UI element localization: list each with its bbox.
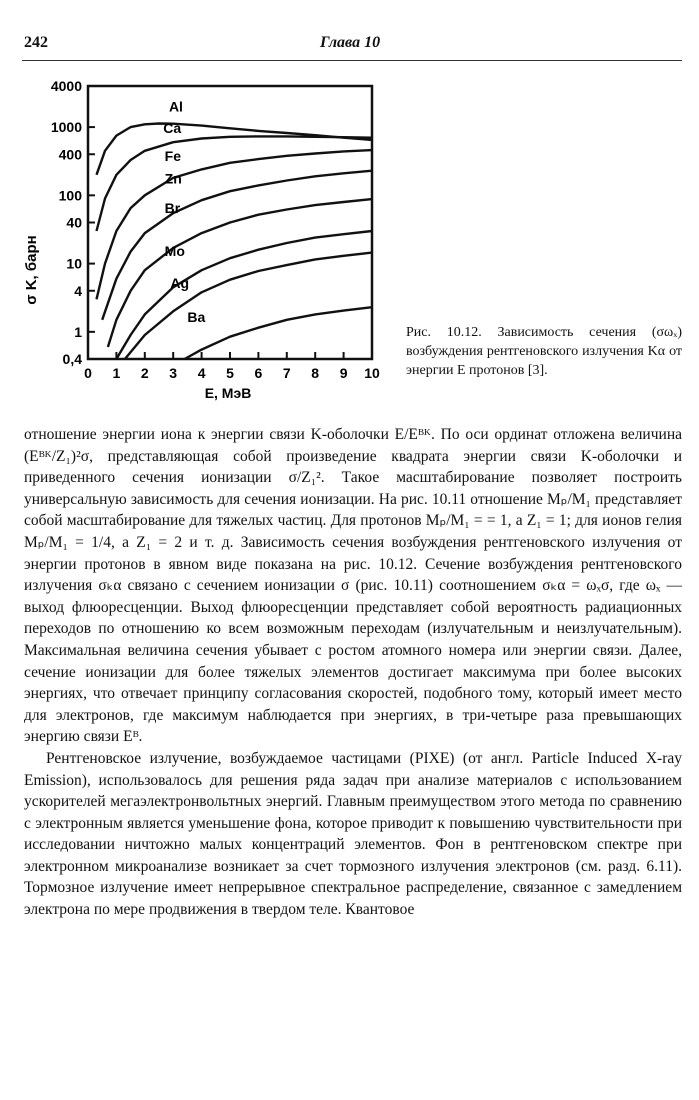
x-tick-label: 8 — [311, 365, 320, 381]
body-text — [24, 424, 682, 921]
y-tick-label: 4 — [74, 282, 82, 299]
series-label-mo: Mo — [164, 242, 185, 259]
y-tick-label: 10 — [66, 255, 82, 272]
series-line-zn — [102, 171, 372, 320]
x-tick-label: 5 — [226, 365, 234, 381]
x-tick-label: 6 — [254, 365, 263, 381]
x-axis-label: Е, МэВ — [204, 385, 252, 401]
x-tick-label: 0 — [84, 365, 92, 381]
series-label-zn: Zn — [164, 170, 182, 187]
header-rule — [22, 60, 682, 61]
y-tick-label: 1 — [74, 323, 82, 340]
series-line-ca — [97, 136, 373, 231]
x-tick-label: 9 — [339, 365, 348, 381]
series-line-br — [108, 199, 372, 347]
x-tick-label: 2 — [140, 365, 149, 381]
y-tick-label: 40 — [66, 214, 82, 231]
paragraph-2: Рентгеновское излучение, возбуждаемое частицами (PIXE) (от англ. Particle Induced X-ray Emission), использовалось для решения ряда задач при анализе материалов с использованием ускорителей мегаэлектронвольтных энергий. Главным преимуществом этого метода по сравнению с электронным является уменьшение фона, которое приводит к повышению чувствительности при исследовании ничтожно малых концентраций элементов. Фон в рентгеновском спектре при электронном микроанализе возникает за счет тормозного излучения электронов (см. разд. 6.11). Тормозное излучение имеет непрерывное спектральное распределение, связанное с замедлением электрона по мере продвижения в твердом теле. Квантовое — [24, 749, 682, 919]
series-label-br: Br — [164, 200, 181, 217]
y-tick-label: 0,4 — [62, 351, 82, 367]
y-tick-label: 100 — [58, 187, 82, 204]
series-label-al: Al — [168, 98, 183, 115]
series-line-ba — [185, 307, 372, 359]
y-tick-label: 1000 — [50, 119, 82, 136]
x-tick-label: 4 — [197, 365, 206, 381]
x-tick-label: 3 — [169, 365, 178, 381]
x-tick-label: 10 — [364, 365, 380, 381]
series-line-mo — [116, 231, 372, 359]
series-line-ag — [125, 253, 372, 359]
series-label-ba: Ba — [187, 308, 206, 325]
paragraph-1: отношение энергии иона к энергии связи K-оболочки E/Eᴮᴷ. По оси ординат отложена величина (Eᴮᴷ/Z₁)²σ, представляющая собой произведение квадрата энергии связи K-оболочки и приведенного сечения ионизации σ/Z₁². Такое масштабирование позволяет построить универсальную зависимость для сечения ионизации. На рис. 10.11 отношение Mₚ/M₁ представляет собой масштабирование для тяжелых частиц. Для протонов Mₚ/M₁ = = 1, а Z₁ = 1; для ионов гелия Mₚ/M₁ = 1/4, а Z₁ = 2 и т. д. Зависимость сечения возбуждения рентгеновского излучения от энергии протонов в явном виде показана на рис. 10.12. Сечение возбуждения рентгеновского излучения σₖα связано с сечением ионизации σ (рис. 10.11) соотношением σₖα = ωₓσ, где ωₓ — выход флюоресценции. Выход флюоресценции представляет собой вероятность радиационных переходов по отношению ко всем возможным переходам (излучательным и неизлучательным). Максимальная величина сечения убывает с ростом атомного номера или энергии связи. Далее, сечение ионизации для более тяжелых элементов достигает максимума при более высоких энергиях, что отвечает принципу согласования скоростей, подобного тому, который имеет место для электронов, где максимум наблюдается при энергиях, в три-четыре раза превышающих энергию связи Eᴮ. — [24, 426, 682, 746]
series-label-fe: Fe — [164, 147, 182, 164]
y-tick-label: 4000 — [50, 78, 82, 94]
x-tick-label: 7 — [282, 365, 291, 381]
series-label-ag: Ag — [170, 274, 190, 291]
x-tick-label: 1 — [112, 365, 121, 381]
figure-caption: Рис. 10.12. Зависимость сечения (σωₓ) возбуждения рентгеновского излучения Kα от энергии Е протонов [3]. — [406, 325, 682, 378]
page-number: 242 — [24, 34, 48, 51]
y-tick-label: 400 — [58, 146, 82, 163]
cross-section-chart — [0, 70, 400, 410]
y-axis-label: σ K, барн — [23, 235, 40, 305]
running-head: Глава 10 — [320, 34, 381, 51]
series-label-ca: Ca — [163, 119, 182, 136]
series-line-fe — [97, 147, 373, 299]
series-line-al — [97, 124, 373, 175]
